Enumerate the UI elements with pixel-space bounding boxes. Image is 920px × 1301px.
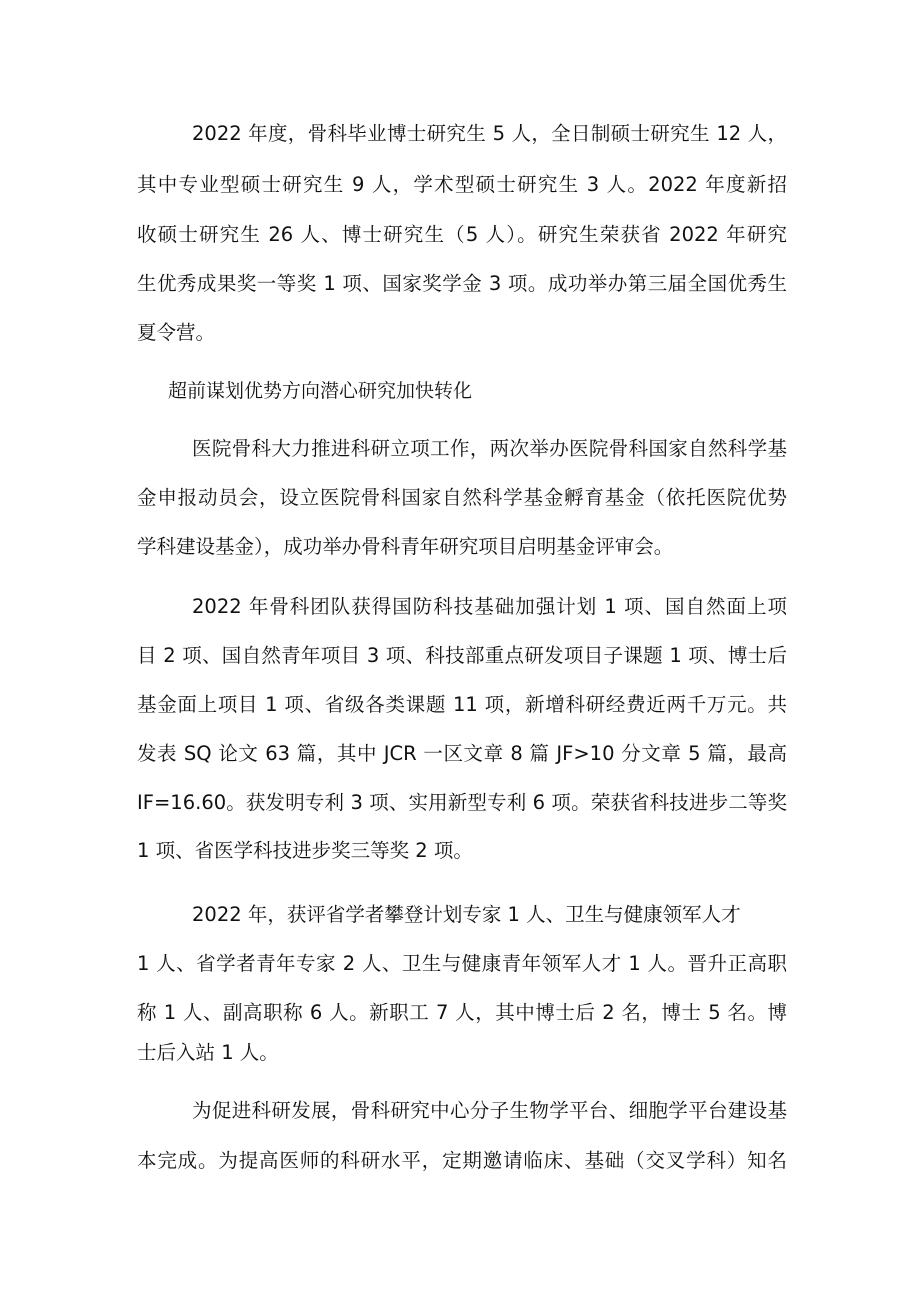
paragraph-1-line-2: 其中专业型硕士研究生 9 人，学术型硕士研究生 3 人。2022 年度新招 — [137, 173, 787, 196]
paragraph-2-line-1: 医院骨科大力推进科研立项工作，两次举办医院骨科国家自然科学基 — [192, 437, 787, 460]
section-heading: 超前谋划优势方向潜心研究加快转化 — [168, 380, 473, 402]
paragraph-1-line-3: 收硕士研究生 26 人、博士研究生（5 人）。研究生荣获省 2022 年研究 — [137, 223, 787, 246]
paragraph-5-line-2: 本完成。为提高医师的科研水平，定期邀请临床、基础（交叉学科）知名 — [137, 1149, 787, 1172]
paragraph-4-line-2: 1 人、省学者青年专家 2 人、卫生与健康青年领军人才 1 人。晋升正高职 — [137, 952, 787, 975]
paragraph-2-line-2: 金申报动员会，设立医院骨科国家自然科学基金孵育基金（依托医院优势 — [137, 486, 787, 509]
paragraph-1-line-5: 夏令营。 — [137, 321, 216, 344]
paragraph-4-line-1: 2022 年，获评省学者攀登计划专家 1 人、卫生与健康领军人才 — [192, 903, 741, 926]
paragraph-3-line-2: 目 2 项、国自然青年项目 3 项、科技部重点研发项目子课题 1 项、博士后 — [137, 644, 787, 667]
paragraph-2-line-3: 学科建设基金），成功举办骨科青年研究项目启明基金评审会。 — [137, 535, 674, 558]
paragraph-4-line-3: 称 1 人、副高职称 6 人。新职工 7 人，其中博士后 2 名，博士 5 名。博 — [137, 1001, 787, 1024]
paragraph-3-line-1: 2022 年骨科团队获得国防科技基础加强计划 1 项、国自然面上项 — [192, 595, 787, 618]
paragraph-1-line-4: 生优秀成果奖一等奖 1 项、国家奖学金 3 项。成功举办第三届全国优秀生 — [137, 272, 787, 295]
paragraph-3-line-3: 基金面上项目 1 项、省级各类课题 11 项，新增科研经费近两千万元。共 — [137, 693, 787, 716]
paragraph-4-line-4: 士后入站 1 人。 — [137, 1041, 279, 1064]
paragraph-3-line-5: IF=16.60。获发明专利 3 项、实用新型专利 6 项。荣获省科技进步二等奖 — [137, 791, 787, 814]
paragraph-5-line-1: 为促进科研发展，骨科研究中心分子生物学平台、细胞学平台建设基 — [192, 1099, 787, 1122]
paragraph-3-line-4: 发表 SQ 论文 63 篇，其中 JCR 一区文章 8 篇 JF>10 分文章 5 篇，最高 — [137, 742, 787, 765]
paragraph-3-line-6: 1 项、省医学科技进步奖三等奖 2 项。 — [137, 839, 473, 862]
paragraph-1-line-1: 2022 年度，骨科毕业博士研究生 5 人，全日制硕士研究生 12 人， — [192, 122, 787, 145]
